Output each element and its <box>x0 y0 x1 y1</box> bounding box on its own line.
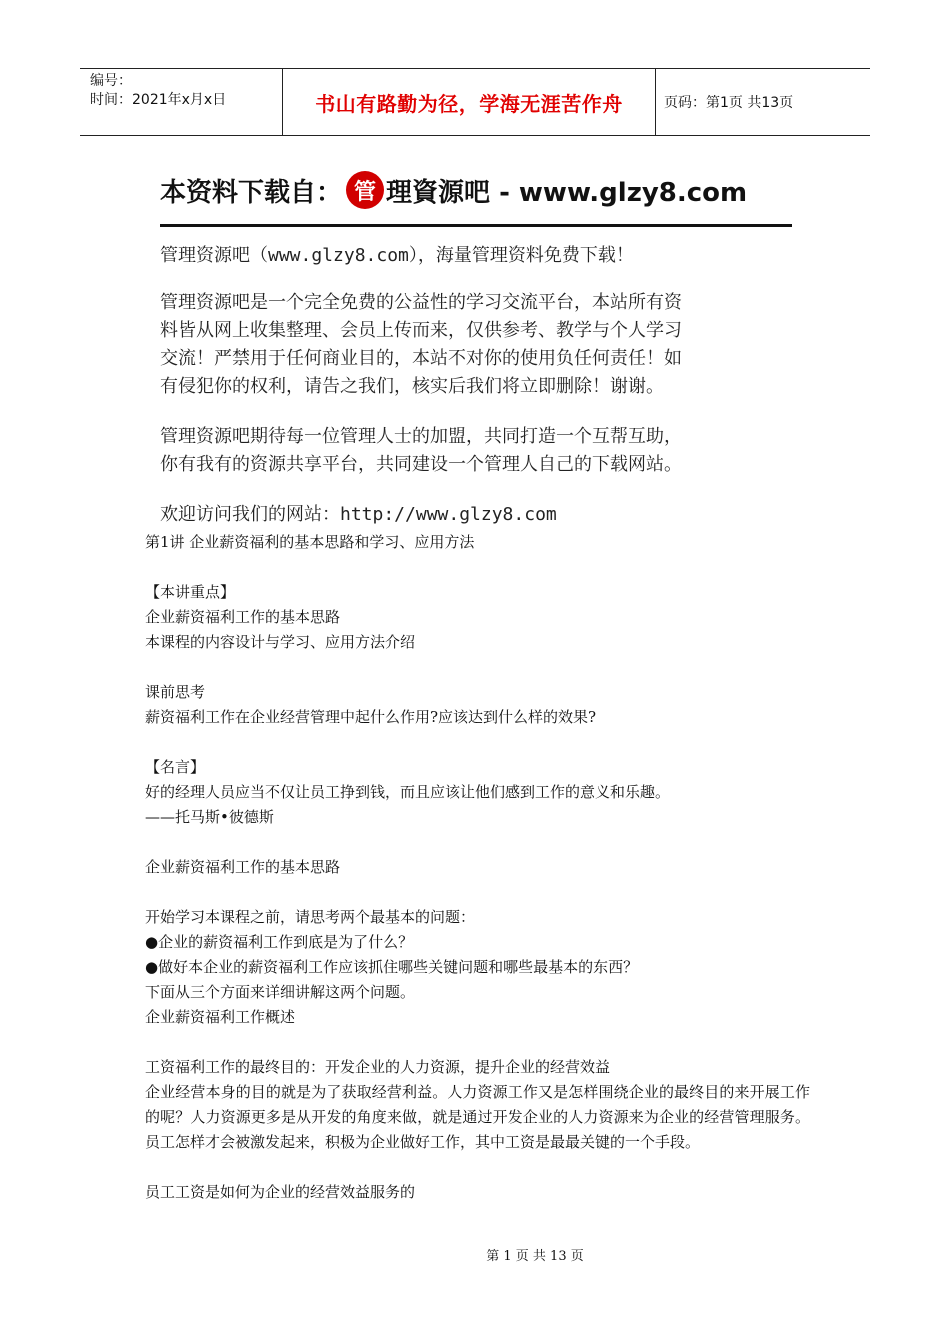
bullet-item: ●做好本企业的薪资福利工作应该抓住哪些关键问题和哪些最基本的东西？ <box>145 958 639 976</box>
banner-para1 <box>160 289 792 401</box>
banner-visit: 欢迎访问我们的网站：http://www.glzy8.com <box>160 504 557 525</box>
page-footer <box>0 1245 950 1264</box>
banner-para2 <box>160 423 792 479</box>
last-heading: 员工工资是如何为企业的经营效益服务的 <box>145 1183 416 1201</box>
header-motto <box>282 69 656 135</box>
banner-para1-line: 有侵犯你的权利，请告之我们，核实后我们将立即删除！谢谢。 <box>160 376 664 397</box>
think-heading: 课前思考 <box>145 683 206 701</box>
banner-line1: 管理资源吧（www.glzy8.com），海量管理资料免费下载！ <box>160 245 634 266</box>
download-banner <box>160 168 792 529</box>
focus-heading: 【本讲重点】 <box>145 583 236 601</box>
bullet-item: ●企业的薪资福利工作到底是为了什么？ <box>145 933 414 951</box>
banner-para2-line: 你有我有的资源共享平台，共同建设一个管理人自己的下载网站。 <box>160 454 682 475</box>
quote-heading: 【名言】 <box>145 758 206 776</box>
number-label: 编号： <box>90 73 132 89</box>
explain-text: 下面从三个方面来详细讲解这两个问题。 <box>145 983 416 1001</box>
lecture-title: 第1讲 企业薪资福利的基本思路和学习、应用方法 <box>145 533 475 551</box>
quote-text: 好的经理人员应当不仅让员工挣到钱，而且应该让他们感到工作的意义和乐趣。 <box>145 783 671 801</box>
site-logo: 管 <box>346 171 384 209</box>
header-meta <box>80 69 282 135</box>
goal-heading: 工资福利工作的最终目的：开发企业的人力资源，提升企业的经营效益 <box>145 1058 611 1076</box>
banner-para1-line: 料皆从网上收集整理、会员上传而来，仅供参考、教学与个人学习 <box>160 320 682 341</box>
document-body <box>145 530 810 1205</box>
motto-text: 书山有路勤为径，学海无涯苦作舟 <box>315 91 623 116</box>
time-label: 时间：2021年x月x日 <box>90 92 227 108</box>
focus-item: 企业薪资福利工作的基本思路 <box>145 608 341 626</box>
focus-item: 本课程的内容设计与学习、应用方法介绍 <box>145 633 416 651</box>
goal-paragraph: 企业经营本身的目的就是为了获取经营利益。人力资源工作又是怎样围绕企业的最终目的来开展工作的呢？人力资源更多是从开发的角度来做，就是通过开发企业的人力资源来为企业的经营管理服务。员工怎样才会被激发起来，积极为企业做好工作，其中工资是最最关键的一个手段。 <box>145 1083 810 1151</box>
intro-text: 开始学习本课程之前，请思考两个最基本的问题： <box>145 908 476 926</box>
banner-divider <box>160 224 792 227</box>
banner-para1-line: 交流！严禁用于任何商业目的，本站不对你的使用负任何责任！如 <box>160 348 682 369</box>
header-table <box>80 68 870 136</box>
banner-para2-line: 管理资源吧期待每一位管理人士的加盟，共同打造一个互帮互助， <box>160 426 682 447</box>
banner-title-suffix: 理資源吧 - www.glzy8.com <box>386 177 748 208</box>
banner-title <box>160 168 792 212</box>
banner-para1-line: 管理资源吧是一个完全免费的公益性的学习交流平台，本站所有资 <box>160 292 682 313</box>
section-heading: 企业薪资福利工作的基本思路 <box>145 858 341 876</box>
quote-author: ——托马斯•彼德斯 <box>145 808 274 826</box>
page-info: 页码：第1页 共13页 <box>664 95 794 111</box>
banner-title-prefix: 本资料下载自： <box>160 177 343 208</box>
overview-heading: 企业薪资福利工作概述 <box>145 1008 296 1026</box>
think-question: 薪资福利工作在企业经营管理中起什么作用?应该达到什么样的效果? <box>145 708 597 726</box>
footer-page-number: 第 1 页 共 13 页 <box>486 1249 584 1264</box>
